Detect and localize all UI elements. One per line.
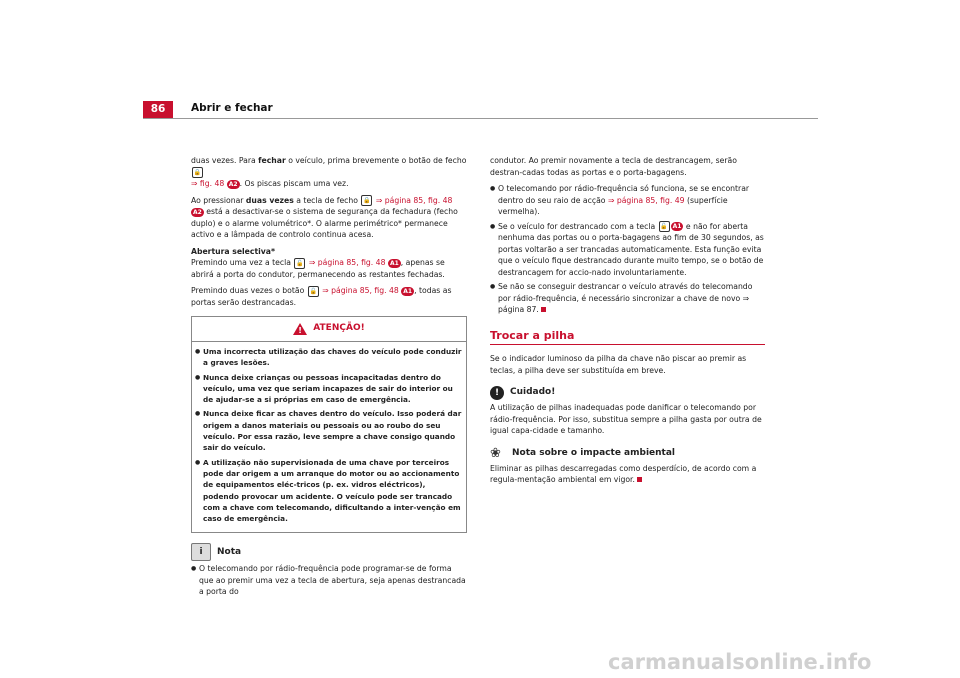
warning-body [192,342,466,524]
environment-header [490,447,765,461]
bullet-sync: ● Se não se conseguir destrancar o veículo através do telecomando por rádio-frequência, é necessário sincronizar a chave de novo ⇒ página 87. [490,281,765,316]
unlock-key-icon: 🔓 [309,287,317,295]
environment-paragraph: Eliminar as pilhas descarregadas como desperdício, de acordo com a regula-mentação ambiental em vigor. [490,463,757,484]
page-number: 86 [143,101,173,118]
right-column [490,155,765,491]
caution-title: Cuidado! [510,387,556,398]
lock-key-icon: 🔒 [193,169,202,176]
sub-heading: Abertura selectiva* [191,246,275,256]
note-item: ● O telecomando por rádio-frequência pode programar-se de forma que ao premir uma vez a tecla de abertura, seja apenas destrancada a porta do [191,563,467,598]
leaf-icon: ❀ [490,445,501,461]
end-mark-icon [541,307,546,312]
warning-item: ● Nunca deixe ficar as chaves dentro do veículo. Isso poderá dar origem a danos materiais ou pessoais ou ao roubo do seu veículo. Por essa razão, leve sempre a chave consigo quando sair do veículo. [195,408,463,453]
page-link[interactable]: ⇒ página 85, fig. 48 [375,195,453,205]
page-link[interactable]: ⇒ página 85, fig. 48 [308,258,386,267]
paragraph-lock: duas vezes. Para fechar o veículo, prima brevemente o botão de fecho 🔒 ⇒ fig. 48 A2 . Os piscas piscam uma vez. [191,156,467,188]
note-title: Nota [217,546,242,557]
bullet-auto-relock: ● Se o veículo for destrancado com a tecla 🔓 A1 e não for aberta nenhuma das portas ou o porta-bagagens ao fim de 30 segundos, as portas voltarão a ser trancadas automaticamente. Esta função evita que o veículo fique destrancado durante muito tempo, se o botão de destrancagem for accio-nado involuntariamente. [490,221,765,279]
warning-header [192,317,466,342]
warning-title: ATENÇÃO! [313,323,365,334]
paragraph-double-lock: Ao pressionar duas vezes a tecla de fecho 🔒 ⇒ página 85, fig. 48 A2 está a desactivar-se o sistema de segurança da fechadura (fecho duplo) e o alarme volumétrico*. O alarme perimétrico* permanece activo e a lâmpada de controlo continua acesa. [191,195,458,239]
paragraph-unlock-all: Premindo duas vezes o botão 🔓 ⇒ página 85, fig. 48 A1 , todas as portas serão destrancadas. [191,286,452,307]
environment-title: Nota sobre o impacte ambiental [512,447,676,458]
section-title: Trocar a pilha [490,330,765,346]
page-header [143,101,818,115]
paragraph-continued: condutor. Ao premir novamente a tecla de destrancagem, serão destran-cadas todas as portas e o porta-bagagens. [490,156,737,177]
warning-item: ● Uma incorrecta utilização das chaves do veículo pode conduzir a graves lesões. [195,346,463,369]
unlock-key-icon: 🔓 [660,223,668,230]
warning-triangle-icon: ! [293,323,307,335]
page-link[interactable]: ⇒ página 85, fig. 49 [607,195,685,205]
header-rule [143,118,818,119]
bullet-range: ● O telecomando por rádio-frequência só funciona, se se encontrar dentro do seu raio de acção ⇒ página 85, fig. 49 (superfície vermelha). [490,183,765,218]
end-mark-icon [637,477,642,482]
callout-tag: A1 [672,223,682,230]
unlock-key-icon: 🔓 [296,259,304,267]
page-link[interactable]: ⇒ página 85, fig. 48 [322,286,399,295]
warning-item: ● Nunca deixe crianças ou pessoas incapacitadas dentro do veículo, uma vez que seriam incapazes de sair do interior ou de ajudar-se a si próprias em caso de emergência. [195,372,463,406]
caution-paragraph: A utilização de pilhas inadequadas pode danificar o telecomando por rádio-frequência. Por isso, substitua sempre a pilha gasta por outra de igual capa-cidade e tamanho. [490,403,762,435]
callout-tag: A1 [403,287,413,295]
callout-tag: A2 [228,180,238,188]
section-paragraph: Se o indicador luminoso da pilha da chave não piscar ao premir as teclas, a pilha deve ser substituída em breve. [490,354,747,375]
warning-item: ● A utilização não supervisionada de uma chave por terceiros pode dar origem a um arranque do motor ou ao accionamento de equipamentos eléc-tricos (p. ex. vidros eléctricos), podendo provocar um acidente. O veículo pode ser trancado com a chave com telecomando, dificultando a inter-venção em caso de emergência. [195,457,463,525]
warning-box [191,316,467,533]
left-column [191,155,467,601]
lock-key-icon: 🔒 [363,197,371,204]
fig-link[interactable]: ⇒ fig. 48 [191,179,225,188]
chapter-title: Abrir e fechar [191,102,273,114]
watermark: carmanualsonline.info [608,650,872,674]
note-icon: i [191,543,211,561]
callout-tag: A2 [193,208,202,216]
caution-icon: ! [490,386,504,400]
caution-header [490,386,765,400]
note-header [191,543,467,561]
callout-tag: A1 [389,259,399,267]
paragraph-selective-open: Premindo uma vez a tecla 🔓 ⇒ página 85, fig. 48 A1 , apenas se abrirá a porta do condutor, permanecendo as restantes fechadas. [191,258,445,279]
